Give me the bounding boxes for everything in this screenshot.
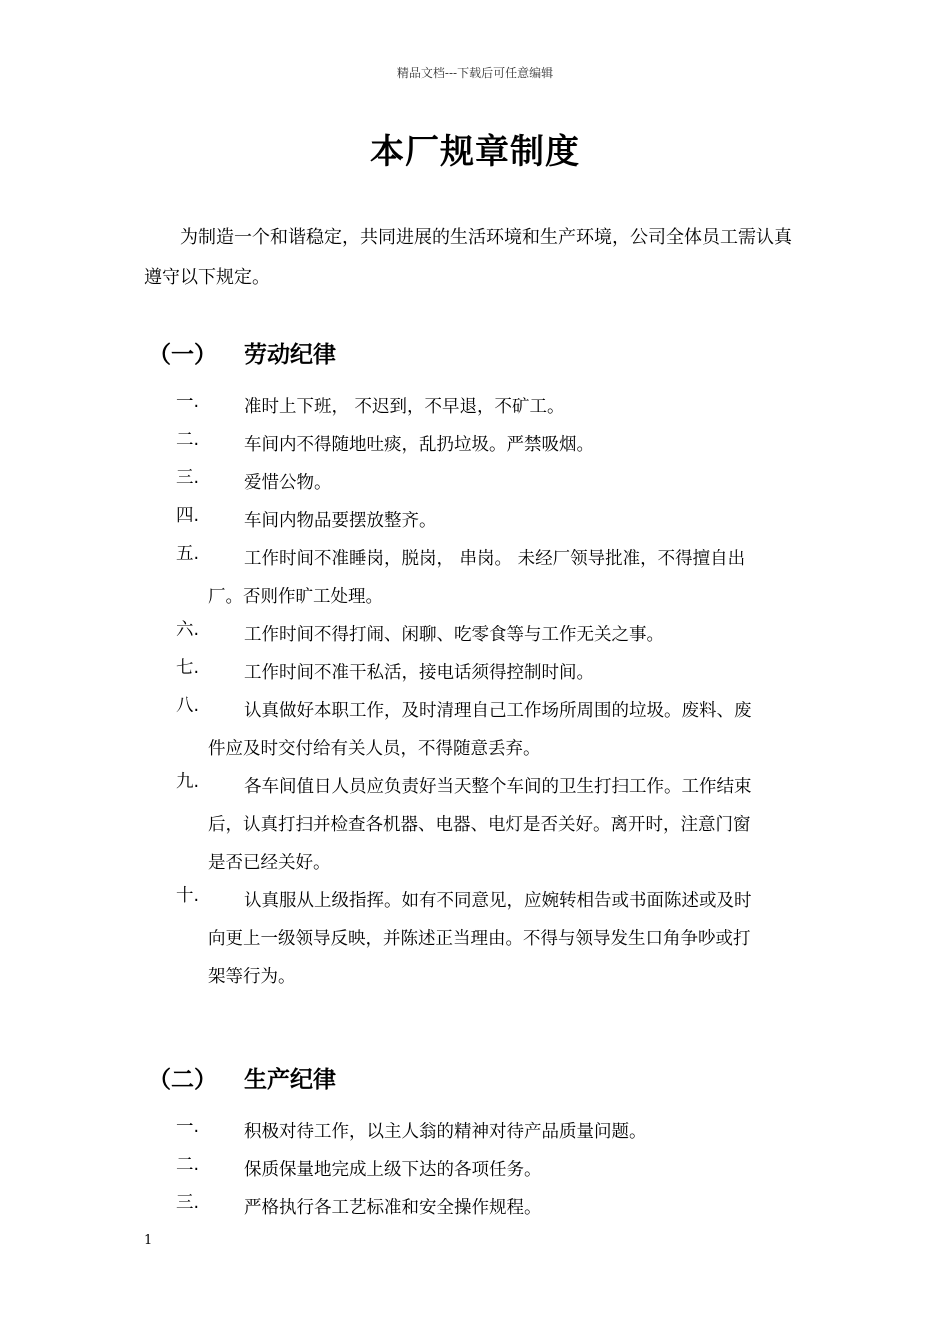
- list-item: [176, 502, 808, 540]
- list-item: [176, 540, 808, 616]
- item-text-line: 积极对待工作，以主人翁的精神对待产品质量问题。: [244, 1122, 647, 1142]
- item-text-line: 工作时间不准睡岗，脱岗， 串岗。 未经厂领导批准，不得擅自出: [244, 549, 746, 569]
- item-number: 三.: [176, 1193, 200, 1213]
- item-text-continuation: 后，认真打扫并检查各机器、电器、电灯是否关好。离开时，注意门窗: [208, 815, 751, 835]
- item-text: [208, 882, 808, 996]
- item-number: 十.: [176, 886, 200, 906]
- item-text: [244, 426, 808, 464]
- item-text: [244, 502, 808, 540]
- item-text-continuation: 是否已经关好。: [208, 853, 331, 873]
- item-text-line: 认真做好本职工作，及时清理自己工作场所周围的垃圾。废料、废: [244, 701, 752, 721]
- item-text: [244, 1189, 808, 1227]
- item-text: [244, 654, 808, 692]
- item-number: 六.: [176, 620, 200, 640]
- document-title: 本厂规章制度: [370, 132, 580, 172]
- item-text: [244, 616, 808, 654]
- item-text-continuation: 厂。否则作旷工处理。: [208, 587, 383, 607]
- list-item: [176, 464, 808, 502]
- item-number: 四.: [176, 506, 200, 526]
- item-text-line: 各车间值日人员应负责好当天整个车间的卫生打扫工作。工作结束: [244, 777, 752, 797]
- section-items-production: [176, 1113, 808, 1227]
- item-text: [244, 1113, 808, 1151]
- item-number: 一.: [176, 392, 200, 412]
- item-text: [244, 1151, 808, 1189]
- list-item: [176, 882, 808, 996]
- item-text-continuation: 件应及时交付给有关人员，不得随意丢弃。: [208, 739, 541, 759]
- section-title: 劳动纪律: [244, 342, 336, 368]
- list-item: [176, 426, 808, 464]
- item-number: 七.: [176, 658, 200, 678]
- item-number: 三.: [176, 468, 200, 488]
- item-text-line: 爱惜公物。: [244, 473, 332, 493]
- list-item: [176, 388, 808, 426]
- item-text-line: 工作时间不准干私活，接电话须得控制时间。: [244, 663, 594, 683]
- item-text: [244, 388, 808, 426]
- header-note: 精品文档---下载后可任意编辑: [396, 66, 554, 80]
- item-number: 一.: [176, 1117, 200, 1137]
- item-text-line: 车间内不得随地吐痰，乱扔垃圾。严禁吸烟。: [244, 435, 594, 455]
- list-item: [176, 1151, 808, 1189]
- item-number: 五.: [176, 544, 200, 564]
- section-title: 生产纪律: [244, 1067, 336, 1093]
- list-item: [176, 768, 808, 882]
- item-text-line: 认真服从上级指挥。如有不同意见，应婉转相告或书面陈述或及时: [244, 891, 752, 911]
- section-items-labor: [176, 388, 808, 996]
- item-text-line: 严格执行各工艺标准和安全操作规程。: [244, 1198, 542, 1218]
- item-text-line: 准时上下班， 不迟到，不早退，不矿工。: [244, 397, 565, 417]
- item-number: 九.: [176, 772, 200, 792]
- section-number: （一）: [148, 342, 217, 368]
- page-number: 1: [144, 1233, 153, 1248]
- item-text-continuation: 架等行为。: [208, 967, 296, 987]
- section-heading-labor: [148, 336, 336, 369]
- item-number: 八.: [176, 696, 200, 716]
- item-text-continuation: 向更上一级领导反映，并陈述正当理由。不得与领导发生口角争吵或打: [208, 929, 751, 949]
- item-text: [208, 540, 808, 616]
- item-number: 二.: [176, 430, 200, 450]
- item-text: [208, 768, 808, 882]
- intro-paragraph: 为制造一个和谐稳定，共同进展的生活环境和生产环境，公司全体员工需认真遵守以下规定。: [144, 227, 792, 288]
- list-item: [176, 1189, 808, 1227]
- item-text: [208, 692, 808, 768]
- item-text: [244, 464, 808, 502]
- list-item: [176, 692, 808, 768]
- section-heading-production: [148, 1061, 336, 1094]
- item-number: 二.: [176, 1155, 200, 1175]
- list-item: [176, 654, 808, 692]
- item-text-line: 车间内物品要摆放整齐。: [244, 511, 437, 531]
- list-item: [176, 616, 808, 654]
- section-number: （二）: [148, 1067, 217, 1093]
- item-text-line: 保质保量地完成上级下达的各项任务。: [244, 1160, 542, 1180]
- list-item: [176, 1113, 808, 1151]
- item-text-line: 工作时间不得打闹、闲聊、吃零食等与工作无关之事。: [244, 625, 664, 645]
